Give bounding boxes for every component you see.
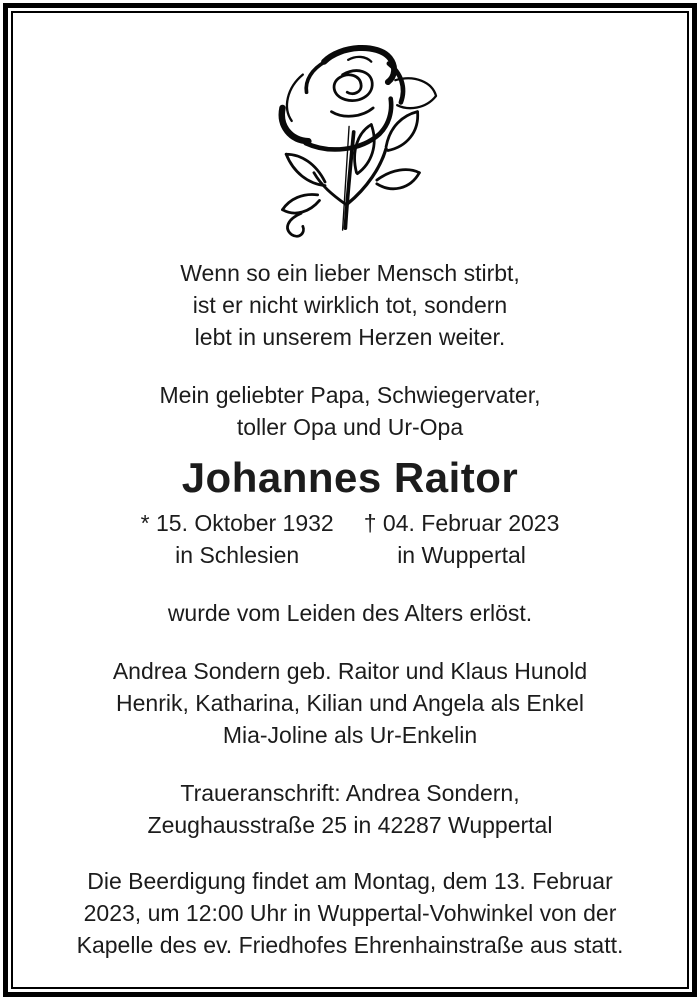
funeral-announcement xyxy=(13,865,687,961)
condolence-address xyxy=(13,777,687,841)
mourner-line: Mia-Joline als Ur-Enkelin xyxy=(222,722,478,748)
funeral-line: 2023, um 12:00 Uhr in Wuppertal-Vohwinkel von der xyxy=(83,900,617,926)
poem-line: lebt in unserem Herzen weiter. xyxy=(194,324,506,350)
death-date-line xyxy=(364,507,560,539)
poem-line: Wenn so ein lieber Mensch stirbt, xyxy=(180,260,520,286)
dedication-line: Mein geliebter Papa, Schwiegervater, xyxy=(159,382,541,408)
condolence-line: Zeughausstraße 25 in 42287 Wuppertal xyxy=(147,812,553,838)
death-symbol: † xyxy=(363,510,377,536)
release-line: wurde vom Leiden des Alters erlöst. xyxy=(167,600,533,626)
dedication xyxy=(13,379,687,443)
birth-info xyxy=(141,507,334,571)
condolence-line: Traueranschrift: Andrea Sondern, xyxy=(180,780,520,806)
rose-icon xyxy=(13,21,687,243)
birth-date: 15. Oktober 1932 xyxy=(155,510,334,536)
mourner-line: Henrik, Katharina, Kilian und Angela als Enkel xyxy=(116,690,584,716)
poem-line: ist er nicht wirklich tot, sondern xyxy=(192,292,508,318)
mourner-line: Andrea Sondern geb. Raitor und Klaus Hunold xyxy=(112,658,588,684)
birth-place: in Schlesien xyxy=(175,542,300,568)
birth-symbol: * xyxy=(140,510,150,536)
life-dates xyxy=(13,507,687,571)
birth-date-line xyxy=(141,507,334,539)
death-place: in Wuppertal xyxy=(397,542,526,568)
funeral-line: Kapelle des ev. Friedhofes Ehrenhainstraße aus statt. xyxy=(76,932,624,958)
dedication-line: toller Opa und Ur-Opa xyxy=(236,414,464,440)
funeral-line: Die Beerdigung findet am Montag, dem 13. Februar xyxy=(87,868,613,894)
death-date: 04. Februar 2023 xyxy=(382,510,560,536)
deceased-name: Johannes Raitor xyxy=(181,454,519,501)
mourners xyxy=(13,655,687,751)
obituary-content xyxy=(13,13,687,987)
death-info xyxy=(364,507,560,571)
memorial-poem xyxy=(13,257,687,353)
